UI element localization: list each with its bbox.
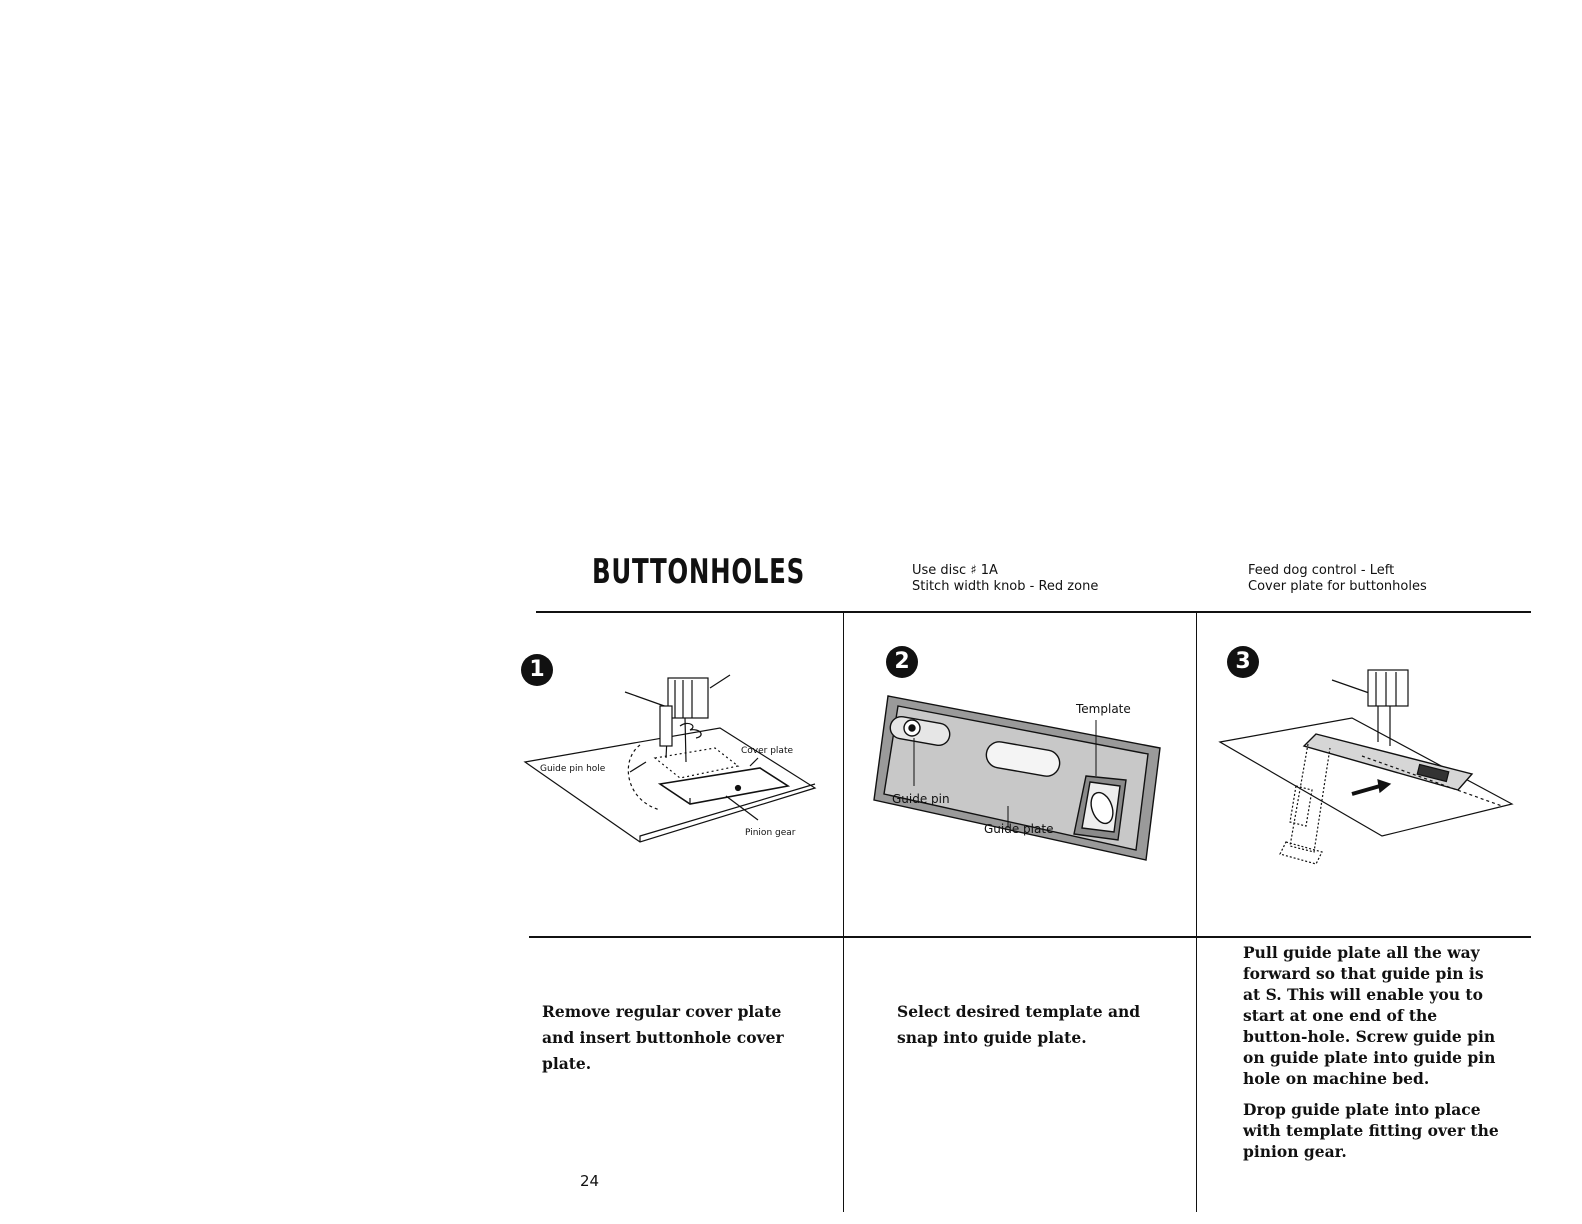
settings-feed-dog: Feed dog control - Left — [1248, 563, 1395, 578]
settings-cover-plate: Cover plate for buttonholes — [1248, 579, 1427, 594]
guide-plate-installed-illustration — [1212, 666, 1522, 866]
settings-disc: Use disc ♯ 1A — [912, 563, 998, 578]
middle-rule — [529, 936, 1531, 938]
label-cover-plate: Cover plate — [741, 746, 794, 756]
step-2-text: Select desired template and snap into guide plate. — [897, 1002, 1141, 1047]
page-number: 24 — [580, 1172, 600, 1190]
step-3-paragraph-2: Drop guide plate into place with template fitting over the pinion gear. — [1243, 1100, 1499, 1161]
step-1-text: Remove regular cover plate and insert buttonhole cover plate. — [542, 1002, 784, 1073]
label-template: Template — [1076, 702, 1131, 716]
settings-feed-cover — [1248, 563, 1427, 595]
step-2-number: 2 — [886, 646, 918, 678]
divider-2 — [1196, 612, 1197, 1212]
step-3-paragraph-1: Pull guide plate all the way forward so that guide pin is at S. This will enable you to start at one end of the button-hole. Screw guide pin on guide plate into guide pin hole on machine bed. — [1243, 943, 1496, 1088]
step-3-text — [1243, 942, 1505, 1172]
label-pinion-gear: Pinion gear — [745, 828, 796, 838]
cover-plate-illustration — [520, 670, 830, 850]
step-3-number: 3 — [1227, 646, 1259, 678]
label-guide-plate: Guide plate — [984, 822, 1054, 836]
guide-plate-illustration — [868, 690, 1168, 870]
step-1-number: 1 — [521, 654, 553, 686]
label-guide-pin: Guide pin — [892, 792, 950, 806]
settings-disc-stitch — [912, 563, 1098, 595]
divider-1 — [843, 612, 844, 1212]
settings-stitch-width: Stitch width knob - Red zone — [912, 579, 1099, 594]
label-guide-pin-hole: Guide pin hole — [540, 764, 606, 774]
page-title: BUTTONHOLES — [592, 552, 805, 592]
top-rule — [536, 611, 1531, 613]
